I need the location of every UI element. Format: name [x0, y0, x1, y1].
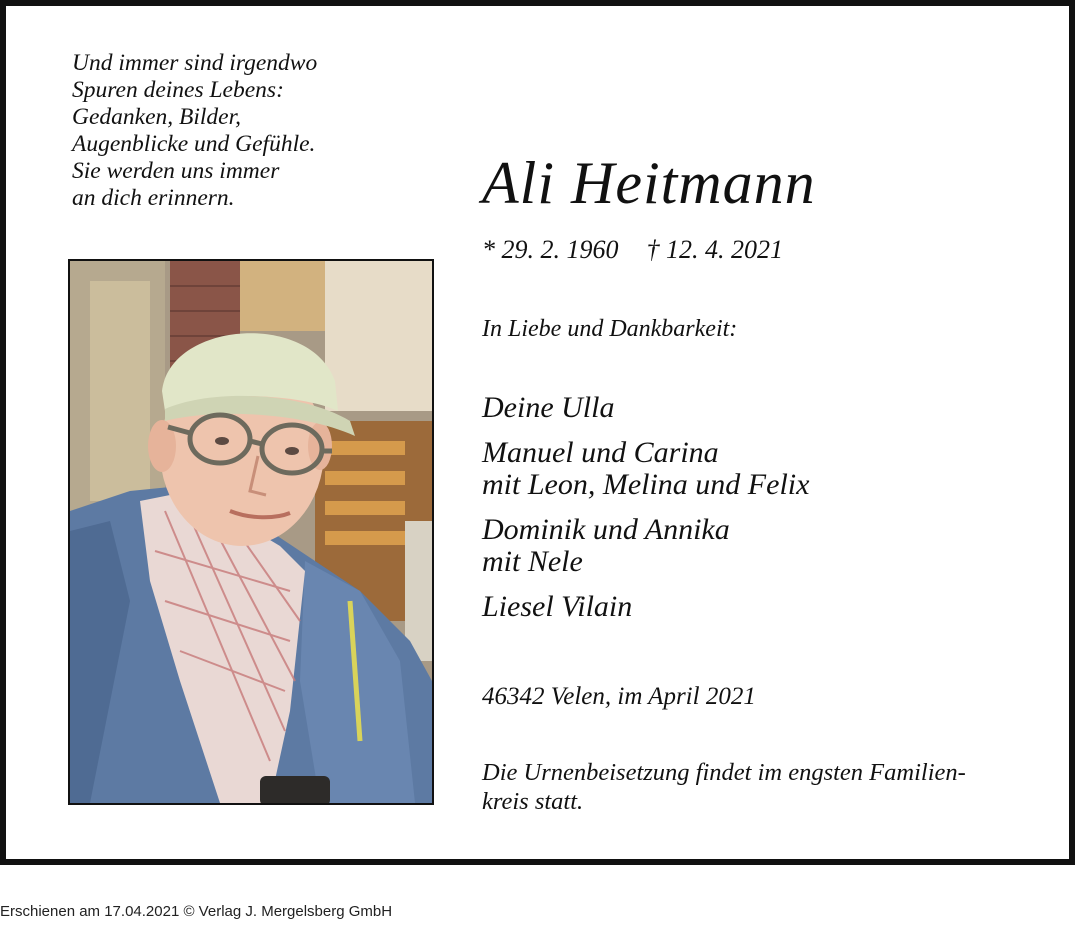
burial-note — [482, 758, 966, 816]
mourner-line: Dominik und Annika — [482, 513, 730, 546]
mourner-line: mit Leon, Melina und Felix — [482, 468, 810, 501]
place-and-date: 46342 Velen, im April 2021 — [482, 683, 756, 710]
birth-date: * 29. 2. 1960 — [482, 235, 619, 264]
poem-line: Augenblicke und Gefühle. — [72, 131, 316, 157]
portrait-photo — [68, 259, 434, 805]
mourner-group — [482, 514, 809, 578]
poem-line: Gedanken, Bilder, — [72, 104, 242, 130]
mourners-list — [482, 392, 809, 636]
publication-footer: Erschienen am 17.04.2021 © Verlag J. Mergelsberg GmbH — [0, 903, 393, 920]
life-dates — [482, 234, 783, 266]
mourner-group — [482, 392, 809, 424]
mourner-line: Deine Ulla — [482, 391, 615, 424]
death-date: † 12. 4. 2021 — [646, 235, 783, 264]
poem-line: Sie werden uns immer — [72, 158, 280, 184]
mourner-line: Manuel und Carina — [482, 436, 719, 469]
mourner-line: mit Nele — [482, 545, 583, 578]
poem-line: Und immer sind irgendwo — [72, 50, 318, 76]
mourner-group — [482, 437, 809, 501]
poem-line: an dich erinnern. — [72, 185, 235, 211]
burial-note-line: kreis statt. — [482, 788, 584, 815]
mourner-group — [482, 591, 809, 623]
memorial-poem — [72, 50, 402, 212]
poem-line: Spuren deines Lebens: — [72, 77, 284, 103]
deceased-name: Ali Heitmann — [482, 150, 816, 216]
burial-note-line: Die Urnenbeisetzung findet im engsten Familien- — [482, 759, 966, 786]
dedication: In Liebe und Dankbarkeit: — [482, 316, 738, 342]
mourner-line: Liesel Vilain — [482, 590, 633, 623]
